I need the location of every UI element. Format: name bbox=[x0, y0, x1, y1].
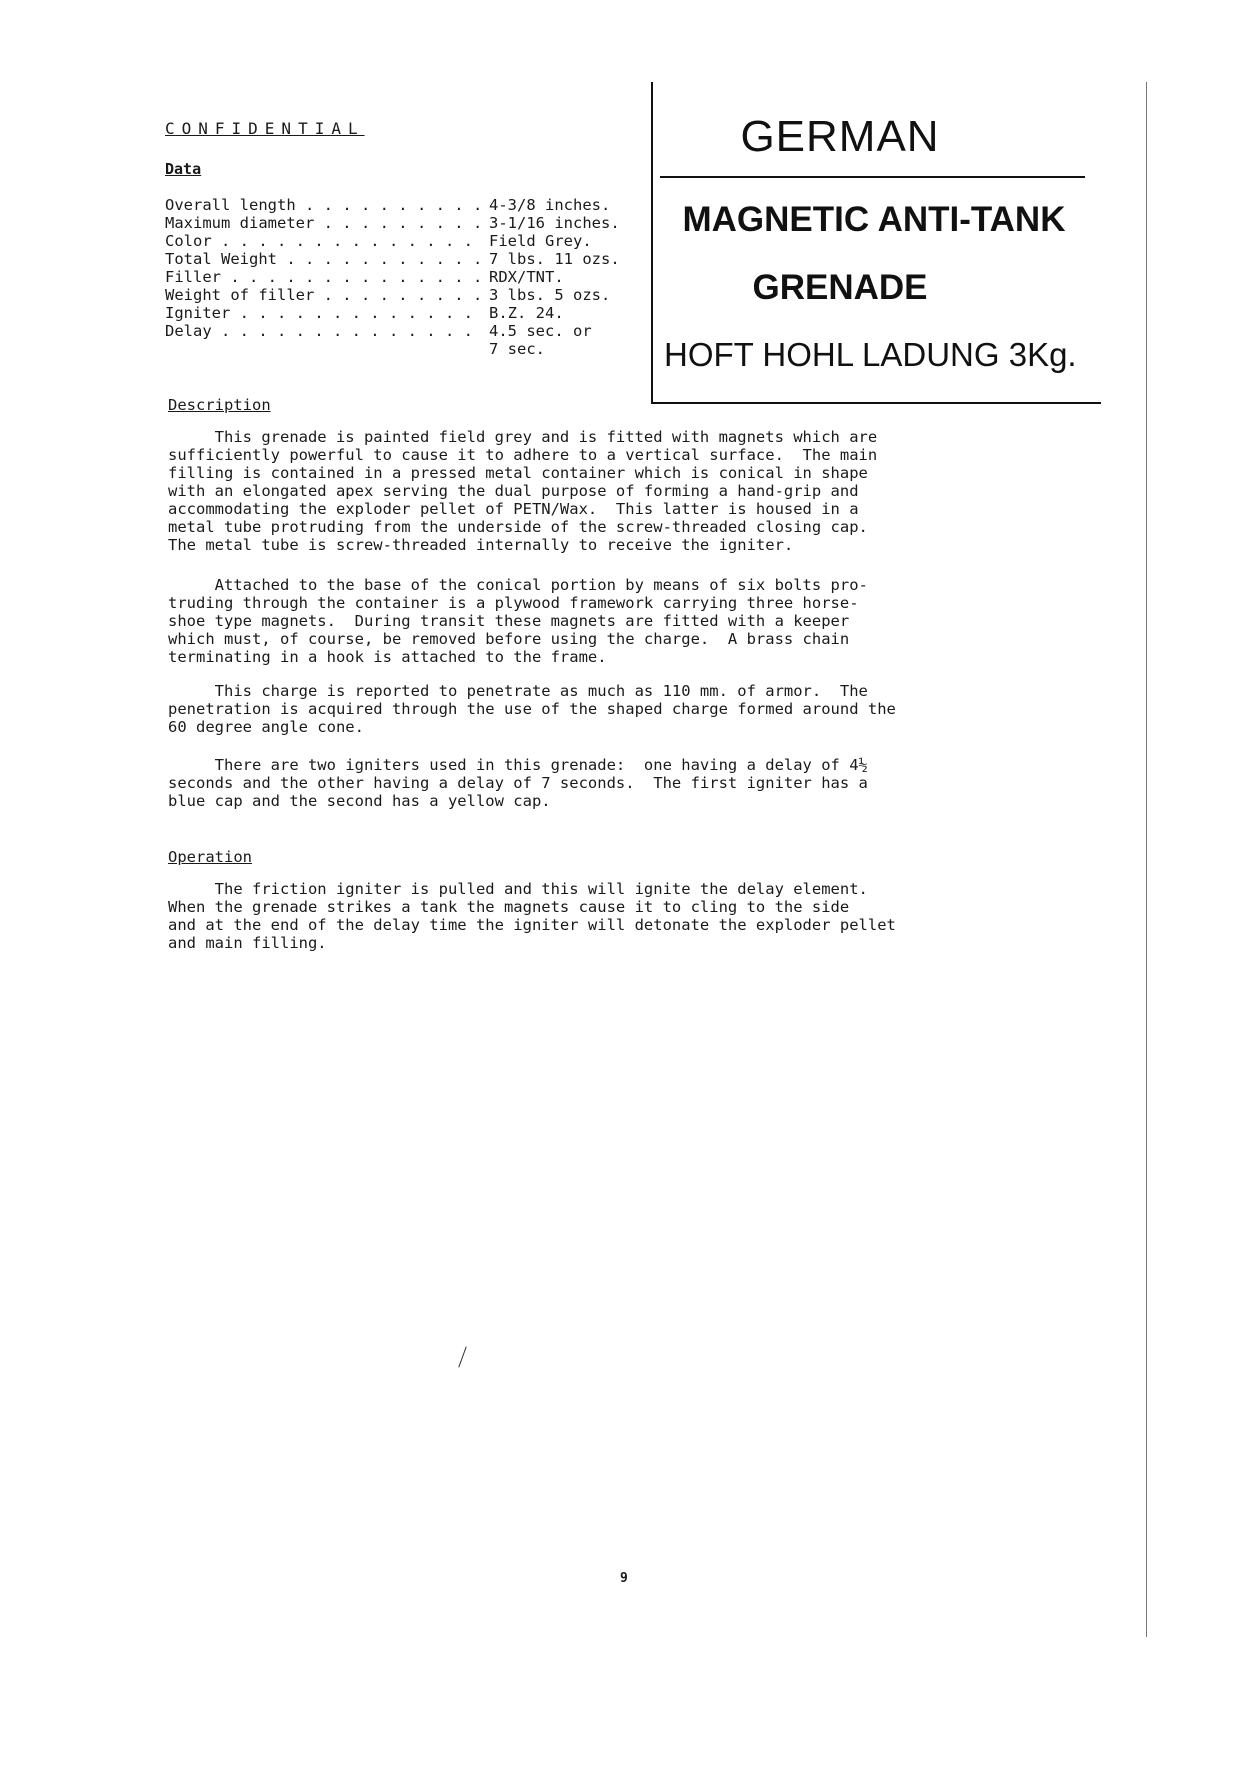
spec-value: 4-3/8 inches. bbox=[489, 196, 611, 214]
data-heading: Data bbox=[165, 160, 202, 178]
spec-value: 4.5 sec. or bbox=[489, 322, 592, 340]
spec-table bbox=[165, 196, 620, 358]
spec-label: Overall length . . . bbox=[165, 196, 485, 214]
scan-mark bbox=[458, 1346, 466, 1367]
spec-label: Maximum diameter . . . bbox=[165, 214, 485, 232]
spec-row bbox=[165, 214, 620, 232]
scan-edge-line bbox=[1146, 82, 1147, 1637]
title-box-left-rule bbox=[651, 82, 653, 402]
spec-value: RDX/TNT. bbox=[489, 268, 564, 286]
operation-paragraph: The friction igniter is pulled and this will ignite the delay element. When the grenade strikes a tank the magnets cause it to cling to the side and at the end of the delay time the igniter will detonate the exploder pellet and main filling. bbox=[168, 880, 896, 952]
description-paragraph: Attached to the base of the conical portion by means of six bolts pro- truding through the container is a plywood framework carrying three horse- shoe type magnets. During transit these magnets are fitted with a keeper which must, of course, be removed before using the charge. A brass chain terminating in a hook is attached to the frame. bbox=[168, 576, 868, 666]
spec-value: Field Grey. bbox=[489, 232, 592, 250]
spec-row bbox=[165, 286, 620, 304]
spec-value: 7 lbs. 11 ozs. bbox=[489, 250, 620, 268]
spec-row bbox=[165, 268, 620, 286]
spec-value: B.Z. 24. bbox=[489, 304, 564, 322]
title-hoft-hohl-ladung: HOFT HOHL LADUNG 3Kg. bbox=[664, 336, 1077, 373]
spec-label: Color . . . bbox=[165, 232, 485, 250]
spec-label: Delay . . . bbox=[165, 322, 485, 340]
page-number: 9 bbox=[620, 1571, 628, 1586]
spec-label: Total Weight . . . bbox=[165, 250, 485, 268]
operation-heading: Operation bbox=[168, 848, 252, 866]
title-grenade: GRENADE bbox=[752, 268, 928, 307]
spec-row bbox=[165, 322, 620, 340]
spec-label: Filler . . . bbox=[165, 268, 485, 286]
spec-row bbox=[165, 250, 620, 268]
title-box-bottom-rule bbox=[651, 402, 1101, 404]
spec-row bbox=[165, 196, 620, 214]
spec-continuation: 7 sec. bbox=[489, 340, 545, 358]
spec-value: 3 lbs. 5 ozs. bbox=[489, 286, 611, 304]
spec-label: Weight of filler . . . bbox=[165, 286, 485, 304]
description-paragraph: This charge is reported to penetrate as much as 110 mm. of armor. The penetration is acquired through the use of the shaped charge formed around the 60 degree angle cone. bbox=[168, 682, 896, 736]
description-paragraph: There are two igniters used in this grenade: one having a delay of 4½ seconds and the other having a delay of 7 seconds. The first igniter has a blue cap and the second has a yellow cap. bbox=[168, 756, 868, 810]
description-heading: Description bbox=[168, 396, 271, 414]
title-divider-rule bbox=[660, 176, 1085, 178]
classification-label: CONFIDENTIAL bbox=[165, 119, 365, 138]
spec-label: Igniter . . . bbox=[165, 304, 485, 322]
spec-row bbox=[165, 232, 620, 250]
description-paragraph: This grenade is painted field grey and is fitted with magnets which are sufficiently powerful to cause it to adhere to a vertical surface. The main filling is contained in a pressed metal container which is conical in shape with an elongated apex serving the dual purpose of forming a hand-grip and accommodating the exploder pellet of PETN/Wax. This latter is housed in a metal tube protruding from the underside of the screw-threaded closing cap. The metal tube is screw-threaded internally to receive the igniter. bbox=[168, 428, 878, 554]
spec-row bbox=[165, 304, 620, 322]
spec-value: 3-1/16 inches. bbox=[489, 214, 620, 232]
title-magnetic-anti-tank: MAGNETIC ANTI-TANK bbox=[682, 200, 1066, 239]
title-german: GERMAN bbox=[740, 112, 940, 161]
